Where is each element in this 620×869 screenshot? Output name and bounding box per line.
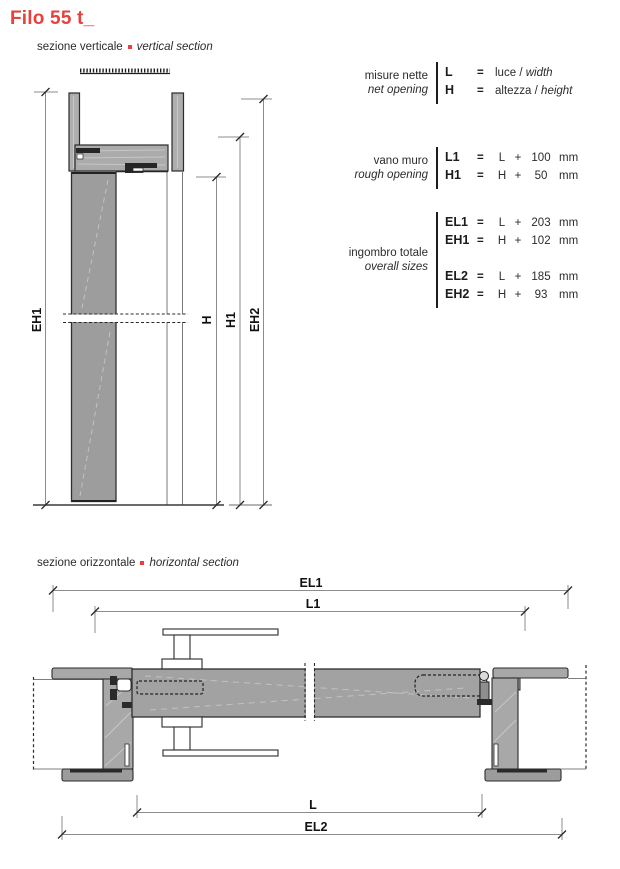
track-clip-detail bbox=[76, 148, 100, 153]
legend-row bbox=[445, 215, 578, 233]
jamb-slot-detail bbox=[494, 744, 498, 766]
legend-group-label bbox=[338, 69, 428, 97]
legend-amount: 100 bbox=[531, 152, 551, 164]
legend-amount: 185 bbox=[531, 271, 551, 283]
horizontal-section-label bbox=[37, 557, 239, 569]
legend-group-label-it: misure nette bbox=[364, 70, 428, 82]
legend-equals: = bbox=[477, 235, 484, 247]
legend-plus: + bbox=[514, 235, 522, 247]
hinge-plate-detail bbox=[477, 699, 493, 705]
legend-row bbox=[445, 233, 578, 251]
page-title: Filo 55 t_ bbox=[10, 8, 95, 29]
legend-rows-gap bbox=[445, 251, 578, 269]
legend-divider bbox=[436, 62, 438, 104]
legend-group-label bbox=[338, 154, 428, 182]
legend-row bbox=[445, 168, 578, 186]
legend-plus: + bbox=[514, 152, 522, 164]
legend-plus: + bbox=[514, 217, 522, 229]
vertical-section-label bbox=[37, 41, 213, 53]
legend-rows bbox=[445, 147, 578, 189]
legend-unit: mm bbox=[559, 289, 579, 301]
legend-group-label-en: rough opening bbox=[354, 169, 428, 181]
legend-unit: mm bbox=[559, 235, 579, 247]
left-casing-bottom-edge bbox=[70, 769, 122, 773]
track-slot-detail bbox=[77, 154, 83, 159]
strike-detail bbox=[110, 676, 117, 685]
horizontal-section-drawing bbox=[28, 575, 598, 860]
legend-plus: + bbox=[514, 170, 522, 182]
handle-stem-top bbox=[174, 635, 190, 659]
legend-value-sep: / bbox=[519, 67, 523, 79]
legend-row bbox=[445, 269, 578, 287]
legend-key: EH2 bbox=[445, 287, 470, 301]
legend-plus: + bbox=[514, 289, 522, 301]
legend-amount: 93 bbox=[534, 289, 548, 301]
legend-base: L bbox=[498, 271, 506, 283]
legend-amount: 102 bbox=[531, 235, 551, 247]
handle-lever-bottom bbox=[163, 750, 278, 756]
legend-key: L1 bbox=[445, 150, 460, 164]
handle-stem-bottom bbox=[174, 727, 190, 750]
legend-value-sep: / bbox=[534, 85, 538, 97]
legend-value-it: altezza bbox=[495, 85, 532, 97]
hinge-pin-detail bbox=[480, 672, 489, 681]
dim-label-eh2: EH2 bbox=[248, 307, 262, 333]
legend-base: H bbox=[497, 235, 507, 247]
legend-rows bbox=[445, 62, 572, 104]
legend-equals: = bbox=[477, 67, 484, 79]
legend-group-label-en: net opening bbox=[367, 84, 428, 96]
left-casing-top bbox=[52, 668, 133, 679]
latch-cylinder-detail bbox=[117, 679, 131, 691]
legend bbox=[338, 60, 604, 308]
legend-base: H bbox=[497, 289, 507, 301]
legend-row bbox=[445, 83, 572, 101]
legend-base: L bbox=[498, 152, 506, 164]
legend-key: EL2 bbox=[445, 269, 468, 283]
dim-label-eh1: EH1 bbox=[30, 307, 44, 333]
legend-unit: mm bbox=[559, 170, 579, 182]
legend-key: EL1 bbox=[445, 215, 468, 229]
legend-value-en: height bbox=[541, 85, 573, 97]
legend-base: L bbox=[498, 217, 506, 229]
legend-value bbox=[495, 85, 572, 97]
legend-group-label-en: overall sizes bbox=[364, 261, 428, 273]
vertical-section-label-it: sezione verticale bbox=[37, 41, 123, 53]
legend-rows bbox=[445, 212, 578, 308]
legend-divider bbox=[436, 212, 438, 308]
handle-rosette-bottom bbox=[162, 717, 202, 727]
legend-group-label-it: ingombro totale bbox=[348, 247, 428, 259]
legend-group-label bbox=[338, 246, 428, 274]
handle-rosette-top bbox=[162, 659, 202, 669]
legend-row bbox=[445, 65, 572, 83]
right-casing-bottom-edge bbox=[497, 769, 547, 773]
right-casing-top bbox=[493, 668, 568, 678]
legend-amount: 50 bbox=[534, 170, 548, 182]
legend-key: EH1 bbox=[445, 233, 470, 247]
door-leaf bbox=[72, 173, 117, 502]
legend-unit: mm bbox=[559, 152, 579, 164]
legend-row bbox=[445, 287, 578, 305]
legend-group-rough-opening bbox=[338, 147, 604, 189]
dim-label-l: L bbox=[309, 798, 317, 812]
dim-label-el1: EL1 bbox=[299, 576, 323, 590]
legend-equals: = bbox=[477, 217, 484, 229]
jamb-slot-detail bbox=[125, 744, 129, 766]
legend-value-it: luce bbox=[495, 67, 517, 79]
legend-key: H1 bbox=[445, 168, 461, 182]
legend-unit: mm bbox=[559, 271, 579, 283]
handle-lever-top bbox=[163, 629, 278, 635]
break-gap bbox=[62, 315, 189, 323]
legend-amount: 203 bbox=[531, 217, 551, 229]
horizontal-section-label-en: horizontal section bbox=[149, 557, 239, 569]
legend-row bbox=[445, 150, 578, 168]
legend-divider bbox=[436, 147, 438, 189]
legend-group-net-opening bbox=[338, 62, 604, 104]
dim-label-h: H bbox=[200, 315, 214, 325]
legend-key: H bbox=[445, 83, 455, 97]
legend-group-label-it: vano muro bbox=[373, 155, 428, 167]
break-gap bbox=[306, 666, 314, 721]
strike-detail bbox=[110, 689, 117, 700]
dim-label-h1: H1 bbox=[224, 312, 238, 328]
legend-plus: + bbox=[514, 271, 522, 283]
legend-equals: = bbox=[477, 170, 484, 182]
vertical-section-label-en: vertical section bbox=[136, 41, 213, 53]
legend-value bbox=[495, 67, 553, 79]
horizontal-section-label-it: sezione orizzontale bbox=[37, 557, 136, 569]
legend-equals: = bbox=[477, 85, 484, 97]
legend-equals: = bbox=[477, 271, 484, 283]
legend-key: L bbox=[445, 65, 453, 79]
legend-value-en: width bbox=[525, 67, 553, 79]
legend-group-overall-sizes bbox=[338, 212, 604, 308]
dim-label-el2: EL2 bbox=[304, 820, 328, 834]
legend-unit: mm bbox=[559, 217, 579, 229]
hinge-knuckle-detail bbox=[480, 682, 489, 701]
vertical-section-drawing bbox=[30, 60, 282, 522]
red-square-bullet-icon bbox=[128, 45, 132, 49]
dim-label-l1: L1 bbox=[305, 597, 321, 611]
red-square-bullet-icon bbox=[140, 561, 144, 565]
legend-equals: = bbox=[477, 289, 484, 301]
legend-equals: = bbox=[477, 152, 484, 164]
legend-base: H bbox=[497, 170, 507, 182]
